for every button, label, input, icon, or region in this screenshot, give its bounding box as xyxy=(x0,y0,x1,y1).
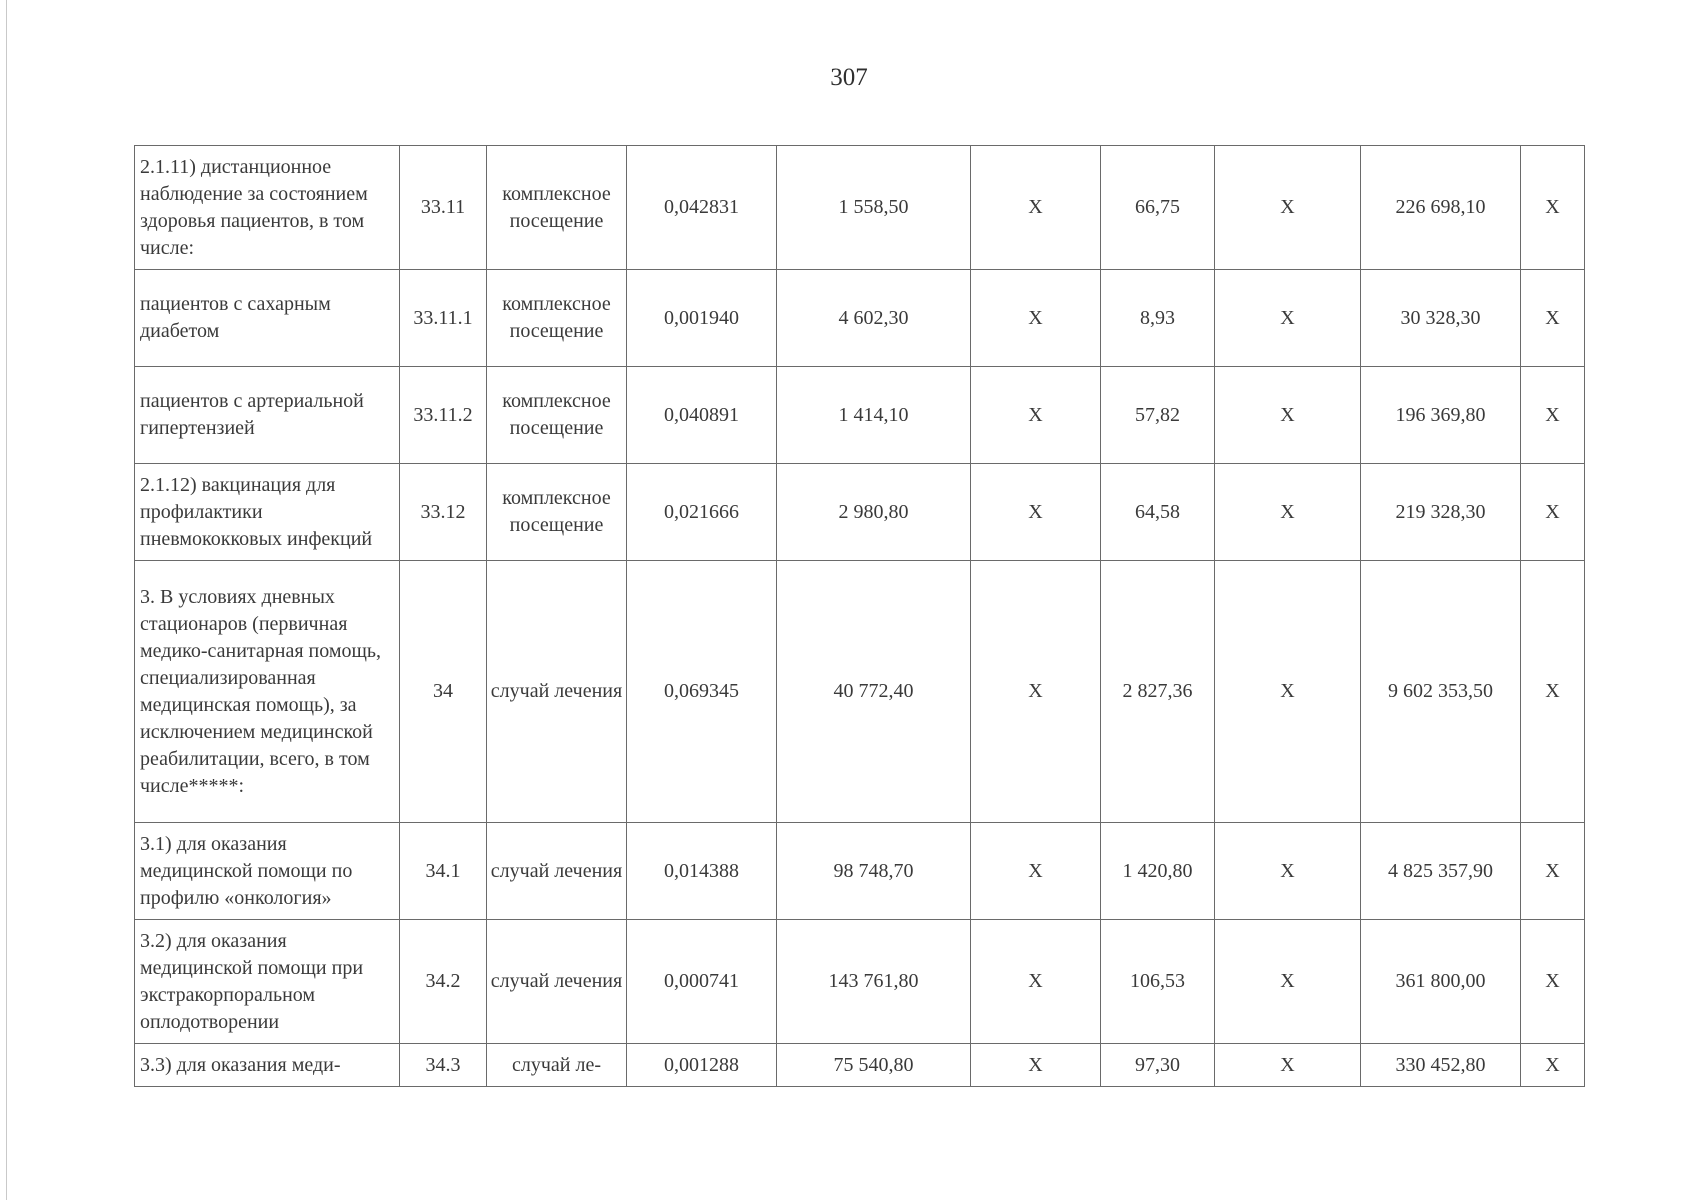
cell-total: 196 369,80 xyxy=(1361,367,1521,464)
cell-total: 219 328,30 xyxy=(1361,464,1521,561)
cell-x: X xyxy=(971,367,1101,464)
cell-norm: 0,001940 xyxy=(627,270,777,367)
cell-value: 106,53 xyxy=(1101,920,1215,1044)
cell-name: 3.2) для оказания медицинской помощи при экстракорпоральном оплодотворении xyxy=(135,920,400,1044)
cell-value: 2 827,36 xyxy=(1101,561,1215,823)
cell-cost: 143 761,80 xyxy=(777,920,971,1044)
table-row xyxy=(135,920,1585,1044)
cell-x: X xyxy=(1215,367,1361,464)
cell-code: 33.11.2 xyxy=(400,367,487,464)
cell-unit: случай ле- xyxy=(487,1044,627,1087)
cell-unit: случай лечения xyxy=(487,823,627,920)
table-row xyxy=(135,561,1585,823)
table-row xyxy=(135,1044,1585,1087)
cell-name: пациентов с сахарным диабетом xyxy=(135,270,400,367)
cell-total: 330 452,80 xyxy=(1361,1044,1521,1087)
table-row xyxy=(135,823,1585,920)
cell-name: пациентов с артериальной гипертензией xyxy=(135,367,400,464)
cell-total: 30 328,30 xyxy=(1361,270,1521,367)
cell-x: X xyxy=(971,561,1101,823)
cell-x: X xyxy=(1215,270,1361,367)
cell-value: 64,58 xyxy=(1101,464,1215,561)
cell-x: X xyxy=(1521,146,1585,270)
cell-unit: комплексное посещение xyxy=(487,146,627,270)
cell-unit: случай лечения xyxy=(487,920,627,1044)
cell-x: X xyxy=(971,823,1101,920)
cell-x: X xyxy=(1215,464,1361,561)
cell-x: X xyxy=(1521,823,1585,920)
cell-x: X xyxy=(1215,920,1361,1044)
cell-cost: 1 414,10 xyxy=(777,367,971,464)
cell-code: 33.12 xyxy=(400,464,487,561)
cell-x: X xyxy=(1521,464,1585,561)
cell-x: X xyxy=(1521,920,1585,1044)
cell-unit: комплексное посещение xyxy=(487,367,627,464)
cell-x: X xyxy=(971,464,1101,561)
page-edge-line xyxy=(6,0,7,1200)
cell-cost: 4 602,30 xyxy=(777,270,971,367)
cell-cost: 1 558,50 xyxy=(777,146,971,270)
norms-table xyxy=(134,145,1585,1087)
table-row xyxy=(135,270,1585,367)
cell-code: 33.11 xyxy=(400,146,487,270)
cell-x: X xyxy=(1521,561,1585,823)
cell-x: X xyxy=(1521,367,1585,464)
cell-norm: 0,001288 xyxy=(627,1044,777,1087)
cell-value: 8,93 xyxy=(1101,270,1215,367)
cell-norm: 0,040891 xyxy=(627,367,777,464)
cell-cost: 75 540,80 xyxy=(777,1044,971,1087)
cell-norm: 0,042831 xyxy=(627,146,777,270)
cell-code: 34.1 xyxy=(400,823,487,920)
cell-total: 226 698,10 xyxy=(1361,146,1521,270)
cell-x: X xyxy=(1215,823,1361,920)
cell-value: 57,82 xyxy=(1101,367,1215,464)
cell-total: 4 825 357,90 xyxy=(1361,823,1521,920)
cell-code: 33.11.1 xyxy=(400,270,487,367)
cell-value: 1 420,80 xyxy=(1101,823,1215,920)
page-number: 307 xyxy=(830,64,868,91)
cell-value: 66,75 xyxy=(1101,146,1215,270)
cell-x: X xyxy=(971,146,1101,270)
cell-name: 2.1.11) дистанционное наблюдение за состоянием здоровья пациентов, в том числе: xyxy=(135,146,400,270)
cell-code: 34.3 xyxy=(400,1044,487,1087)
cell-cost: 98 748,70 xyxy=(777,823,971,920)
cell-norm: 0,014388 xyxy=(627,823,777,920)
cell-name: 2.1.12) вакцинация для профилактики пневмококковых инфекций xyxy=(135,464,400,561)
cell-cost: 40 772,40 xyxy=(777,561,971,823)
cell-unit: случай лечения xyxy=(487,561,627,823)
cell-unit: комплексное посещение xyxy=(487,270,627,367)
cell-total: 361 800,00 xyxy=(1361,920,1521,1044)
table-row xyxy=(135,464,1585,561)
cell-name: 3.1) для оказания медицинской помощи по профилю «онкология» xyxy=(135,823,400,920)
cell-x: X xyxy=(971,1044,1101,1087)
cell-x: X xyxy=(1215,1044,1361,1087)
cell-unit: комплексное посещение xyxy=(487,464,627,561)
cell-norm: 0,069345 xyxy=(627,561,777,823)
cell-x: X xyxy=(971,270,1101,367)
cell-x: X xyxy=(971,920,1101,1044)
cell-name: 3.3) для оказания меди- xyxy=(135,1044,400,1087)
cell-cost: 2 980,80 xyxy=(777,464,971,561)
cell-x: X xyxy=(1521,1044,1585,1087)
cell-norm: 0,021666 xyxy=(627,464,777,561)
cell-x: X xyxy=(1215,561,1361,823)
cell-name: 3. В условиях дневных стационаров (первичная медико-санитарная помощь, специализированная медицинская помощь), за исключением медицинской реабилитации, всего, в том числе*****: xyxy=(135,561,400,823)
cell-value: 97,30 xyxy=(1101,1044,1215,1087)
table-row xyxy=(135,146,1585,270)
cell-x: X xyxy=(1521,270,1585,367)
cell-code: 34.2 xyxy=(400,920,487,1044)
cell-total: 9 602 353,50 xyxy=(1361,561,1521,823)
cell-norm: 0,000741 xyxy=(627,920,777,1044)
cell-x: X xyxy=(1215,146,1361,270)
table-row xyxy=(135,367,1585,464)
cell-code: 34 xyxy=(400,561,487,823)
